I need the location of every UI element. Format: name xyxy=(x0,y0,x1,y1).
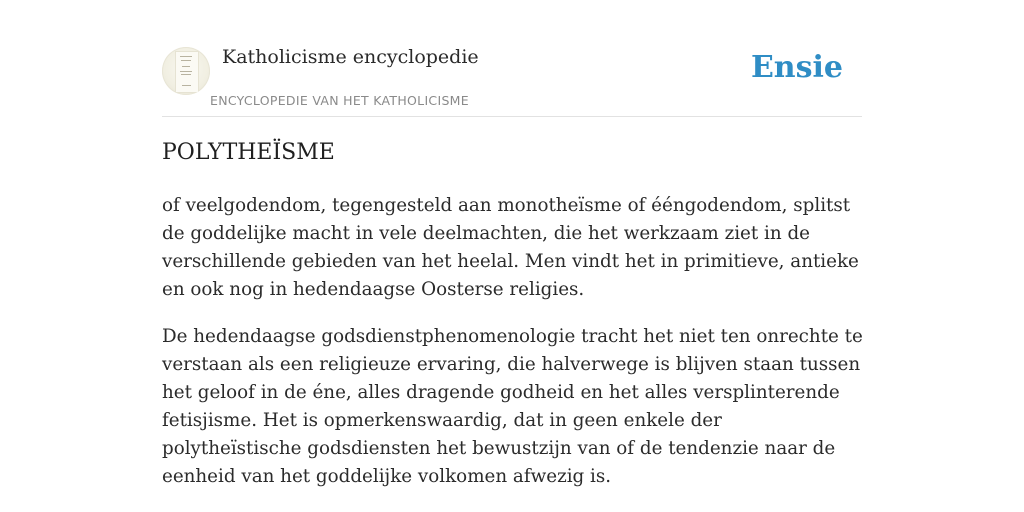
article-paragraph: of veelgodendom, tegengesteld aan monotheïsme of ééngodendom, splitst de goddelijke macht in vele deelmachten, die het werkzaam ziet in de verschillende gebieden van het heelal. Men vindt het in primitieve, antieke en ook nog in hedendaagse Oosterse religies. xyxy=(162,195,859,300)
article-title: POLYTHEÏSME xyxy=(162,140,335,165)
article-paragraph: De hedendaagse godsdienstphenomenologie tracht het niet ten onrechte te verstaan als een religieuze ervaring, die halverwege is blijven staan tussen het geloof in de éne, alles dragende godheid en het alles versplinterende fetisjisme. Het is opmerkenswaardig, dat in geen enkele der polytheïstische godsdiensten het bewustzijn van of de tendenzie naar de eenheid van het goddelijke volkomen afwezig is. xyxy=(162,326,863,487)
book-cover-icon[interactable] xyxy=(162,47,210,95)
book-cover-illustration xyxy=(175,51,199,93)
site-subtitle: ENCYCLOPEDIE VAN HET KATHOLICISME xyxy=(210,93,469,108)
site-title[interactable]: Katholicisme encyclopedie xyxy=(222,46,479,68)
ensie-logo[interactable]: Ensie xyxy=(750,50,843,85)
site-header xyxy=(162,0,862,117)
